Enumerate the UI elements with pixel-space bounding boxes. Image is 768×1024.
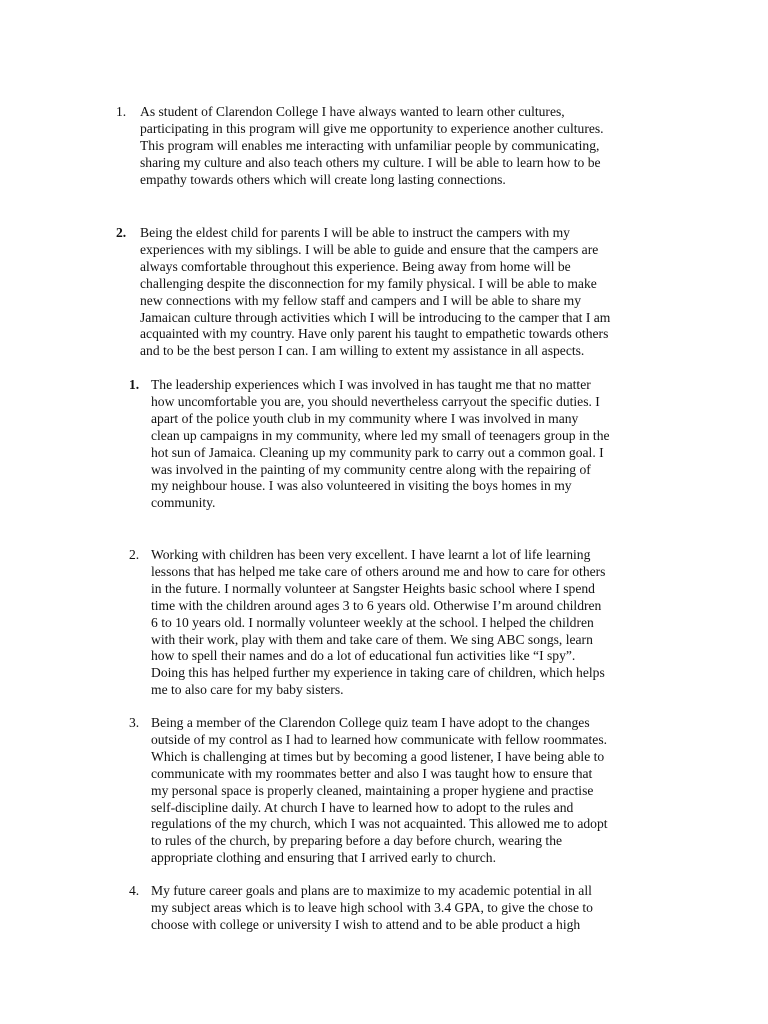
paragraph: The leadership experiences which I was involved in has taught me that no matter how uncomfortable you are, you should nevertheless carryout the specific duties. I apart of the police youth club in my community where I was involved in many clean up campaigns in my community, where led my small of teenagers group in the hot sun of Jamaica. Cleaning up my community park to carry out a common goal. I was involved in the painting of my community centre along with the repairing of my neighbour house. I was also volunteered in visiting the boys homes in my community. [151,377,610,511]
paragraph: My future career goals and plans are to maximize to my academic potential in all my subject areas which is to leave high school with 3.4 GPA, to give the chose to choose with college or university I wish to attend and to be able product a high [151,883,593,932]
list-number: 1. [129,377,140,392]
paragraph: As student of Clarendon College I have always wanted to learn other cultures, participating in this program will give me opportunity to experience another cultures. This program will enables me interacting with unfamiliar people by communicating, sharing my culture and also teach others my culture. I will be able to learn how to be empathy towards others which will create long lasting connections. [140,104,604,187]
list-number: 4. [129,883,140,898]
paragraph: Being a member of the Clarendon College quiz team I have adopt to the changes outside of my control as I had to learned how communicate with fellow roommates. Which is challenging at times but by becoming a good listener, I have being able to communicate with my roommates better and also I was taught how to ensure that my personal space is properly cleaned, maintaining a proper hygiene and practise self-discipline daily. At church I have to learned how to adopt to the rules and regulations of the my church, which I was not acquainted. This allowed me to adopt to rules of the church, by preparing before a day before church, wearing the appropriate clothing and ensuring that I arrived early to church. [151,715,608,866]
list-item [129,377,759,512]
list-item [116,104,746,189]
list-number: 2. [116,225,127,240]
list-item [129,715,759,867]
list-number: 3. [129,715,140,730]
paragraph: Working with children has been very excellent. I have learnt a lot of life learning lessons that has helped me take care of others around me and how to care for others in the future. I normally volunteer at Sangster Heights basic school where I spend time with the children around ages 3 to 6 years old. Otherwise I’m around children 6 to 10 years old. I normally volunteer weekly at the school. I helped the children with their work, play with them and take care of them. We sing ABC songs, learn how to spell their names and do a lot of educational fun activities like “I spy”. Doing this has helped further my experience in taking care of children, which helps me to also care for my baby sisters. [151,547,606,698]
list-item [129,883,759,934]
paragraph: Being the eldest child for parents I will be able to instruct the campers with my experiences with my siblings. I will be able to guide and ensure that the campers are always comfortable throughout this experience. Being away from home will be challenging despite the disconnection for my family physical. I will be able to make new connections with my fellow staff and campers and I will be able to share my Jamaican culture through activities which I will be introducing to the camper that I am acquainted with my country. Have only parent his taught to empathetic towards others and to be the best person I can. I am willing to extent my assistance in all aspects. [140,225,611,359]
list-number: 2. [129,547,140,562]
list-number: 1. [116,104,127,119]
list-item [129,547,759,699]
list-item [116,225,746,360]
